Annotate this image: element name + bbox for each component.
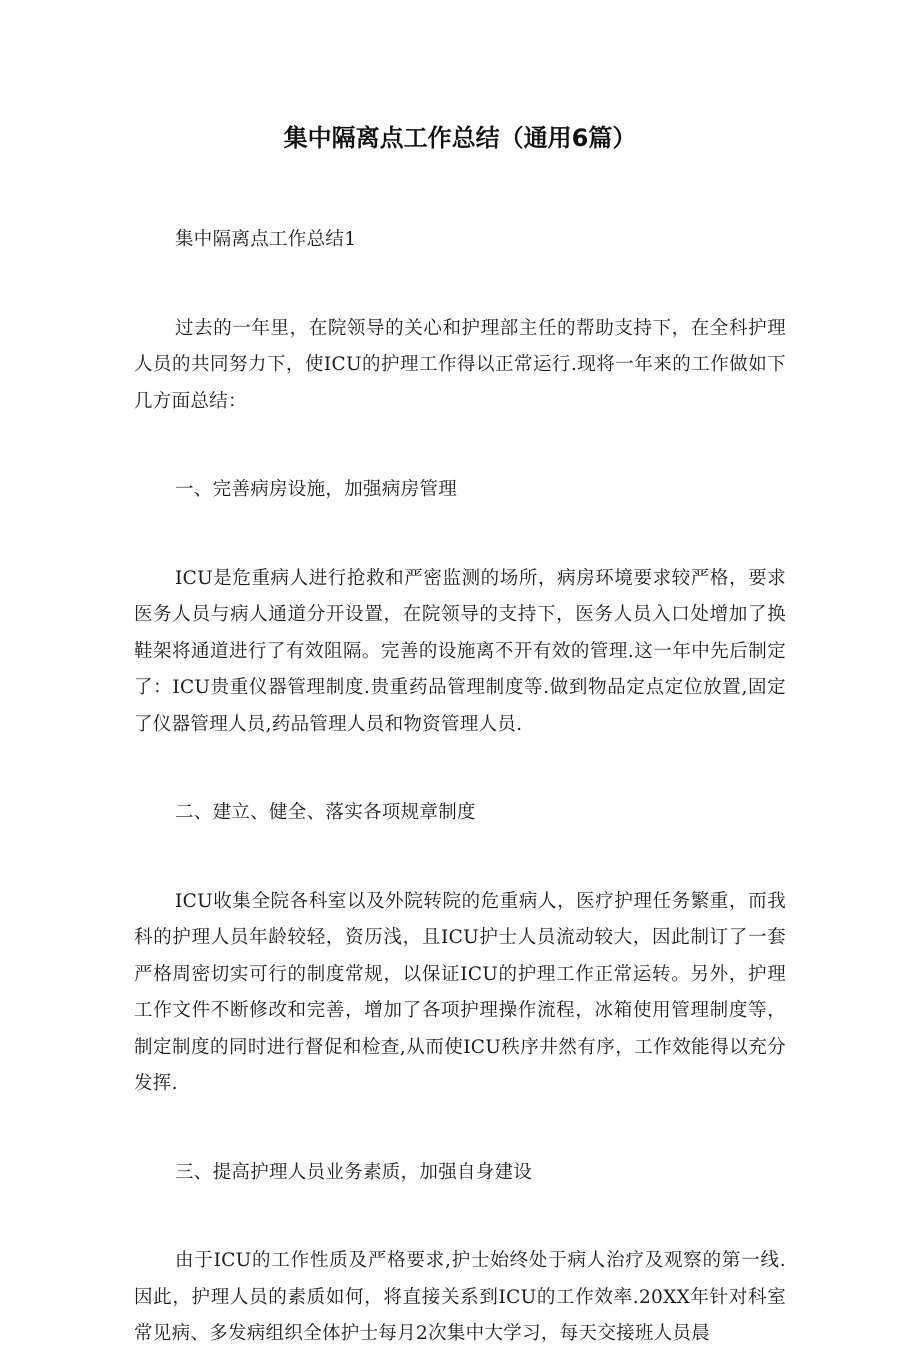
section-heading-2: 二、建立、健全、落实各项规章制度 [175, 802, 476, 823]
section-body-1: ICU是危重病人进行抢救和严密监测的场所，病房环境要求较严格，要求医务人员与病人通道分开设置，在院领导的支持下，医务人员入口处增加了换鞋架将通道进行了有效阻隔。完善的设施离不开有效的管理.这一年中先后制定了：ICU贵重仪器管理制度.贵重药品管理制度等.做到物品定点定位放置,固定了仪器管理人员,药品管理人员和物资管理人员. [134, 567, 786, 735]
paragraph-gap [134, 1103, 786, 1155]
paragraph-gap [134, 832, 786, 884]
paragraph-gap [134, 743, 786, 795]
document-subtitle: 集中隔离点工作总结1 [175, 229, 357, 250]
intro-paragraph: 过去的一年里，在院领导的关心和护理部主任的帮助支持下，在全科护理人员的共同努力下，使ICU的护理工作得以正常运行.现将一年来的工作做如下几方面总结： [134, 317, 786, 412]
paragraph-gap [134, 259, 786, 311]
section-body-2: ICU收集全院各科室以及外院转院的危重病人，医疗护理任务繁重，而我科的护理人员年龄较轻，资历浅，且ICU护士人员流动较大，因此制订了一套严格周密切实可行的制度常规，以保证ICU的护理工作正常运转。另外，护理工作文件不断修改和完善，增加了各项护理操作流程，冰箱使用管理制度等，制定制度的同时进行督促和检查,从而使ICU秩序井然有序，工作效能得以充分发挥. [134, 890, 786, 1094]
paragraph-gap [134, 420, 786, 472]
document-body [134, 222, 786, 1353]
section-heading-1: 一、完善病房设施，加强病房管理 [175, 479, 458, 500]
paragraph-gap [134, 509, 786, 561]
document-title: 集中隔离点工作总结（通用6篇） [283, 124, 637, 152]
section-heading-3: 三、提高护理人员业务素质，加强自身建设 [175, 1161, 533, 1183]
paragraph-gap [134, 1191, 786, 1243]
section-body-3: 由于ICU的工作性质及严格要求,护士始终处于病人治疗及观察的第一线.因此，护理人员的素质如何，将直接关系到ICU的工作效率.20XX年针对科室常见病、多发病组织全体护士每月2次集中大学习，每天交接班人员晨 [134, 1250, 786, 1344]
